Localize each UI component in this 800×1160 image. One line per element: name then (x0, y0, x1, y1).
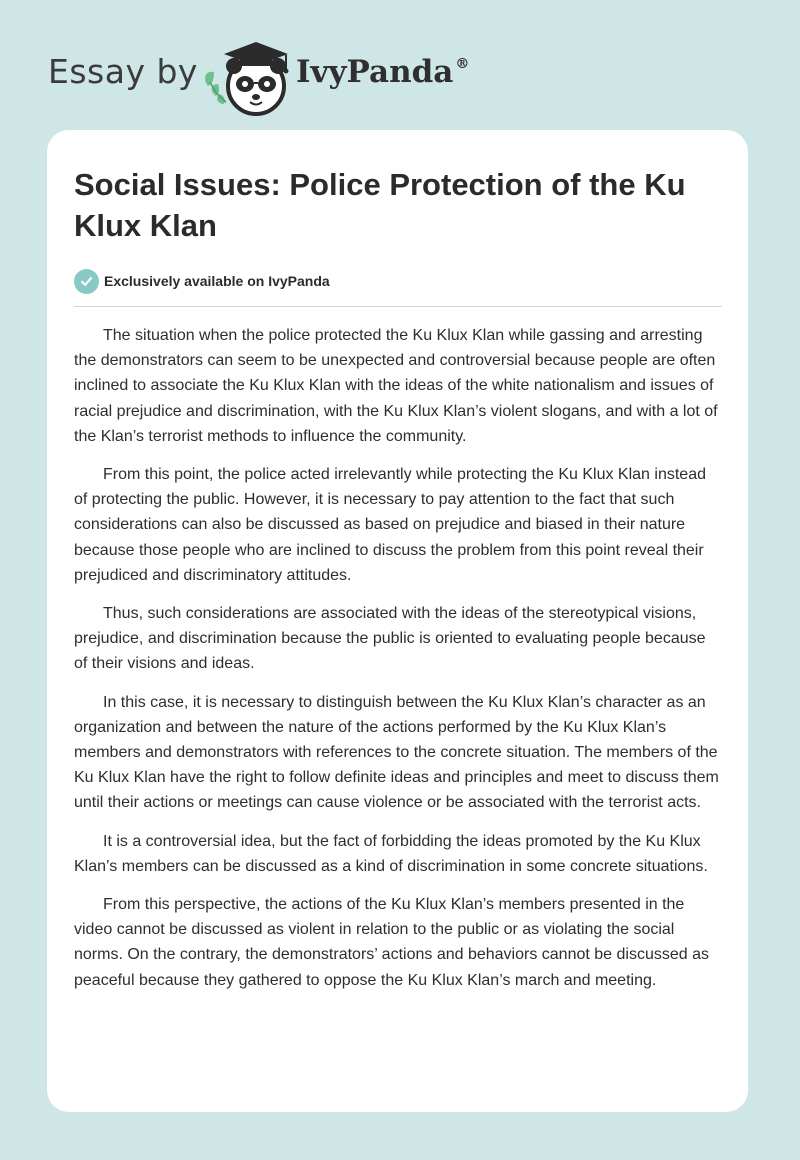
registered-mark: ® (455, 56, 470, 72)
essay-title: Social Issues: Police Protection of the Ku Klux Klan (74, 167, 686, 243)
exclusive-label: Exclusively available on IvyPanda (104, 273, 330, 289)
paragraph: It is a controversial idea, but the fact of forbidding the ideas promoted by the Ku Klux Klan’s members can be discussed as a kind of discrimination in some concrete situations. (74, 832, 708, 875)
paragraph: The situation when the police protected the Ku Klux Klan while gassing and arresting the demonstrators can seem to be unexpected and controversial because people are often inclined to associate the Ku Klux Klan with the ideas of the white nationalism and issues of racial prejudice and discrimination, with the Ku Klux Klan’s violent slogans, and with a lot of the Klan’s terrorist methods to influence the community. (74, 327, 718, 445)
paragraph: Thus, such considerations are associated with the ideas of the stereotypical visions, prejudice, and discrimination because the public is oriented to evaluating people because of their visions and ideas. (74, 605, 706, 673)
brand-prefix: Essay by (48, 52, 198, 91)
essay-body (74, 323, 722, 993)
paragraph: From this perspective, the actions of the Ku Klux Klan’s members presented in the video cannot be discussed as violent in relation to the public or as violating the social norms. On the contrary, the demonstrators’ actions and behaviors cannot be discussed as peaceful because they gathered to oppose the Ku Klux Klan’s march and meeting. (74, 896, 709, 989)
brand-name: IvyPanda ® (296, 54, 470, 90)
check-circle-icon (74, 269, 99, 294)
exclusive-badge-row (74, 268, 722, 294)
paragraph: In this case, it is necessary to distinguish between the Ku Klux Klan’s character as an organization and between the nature of the actions performed by the Ku Klux Klan’s members and demonstrators with references to the concrete situation. The members of the Ku Klux Klan have the right to follow definite ideas and principles and meet to discuss them until their actions or meetings can cause violence or be associated with the terrorist acts. (74, 693, 719, 812)
site-brand[interactable] (48, 38, 508, 118)
paragraph: From this point, the police acted irrelevantly while protecting the Ku Klux Klan instead of protecting the public. However, it is necessary to pay attention to the fact that such considerations can also be discussed as based on prejudice and biased in their nature because those people who are inclined to discuss the problem from this point reveal their prejudiced and discriminatory attitudes. (74, 466, 706, 584)
divider (74, 306, 722, 307)
essay-card (47, 130, 748, 1112)
panda-graduate-logo-icon (202, 38, 298, 118)
